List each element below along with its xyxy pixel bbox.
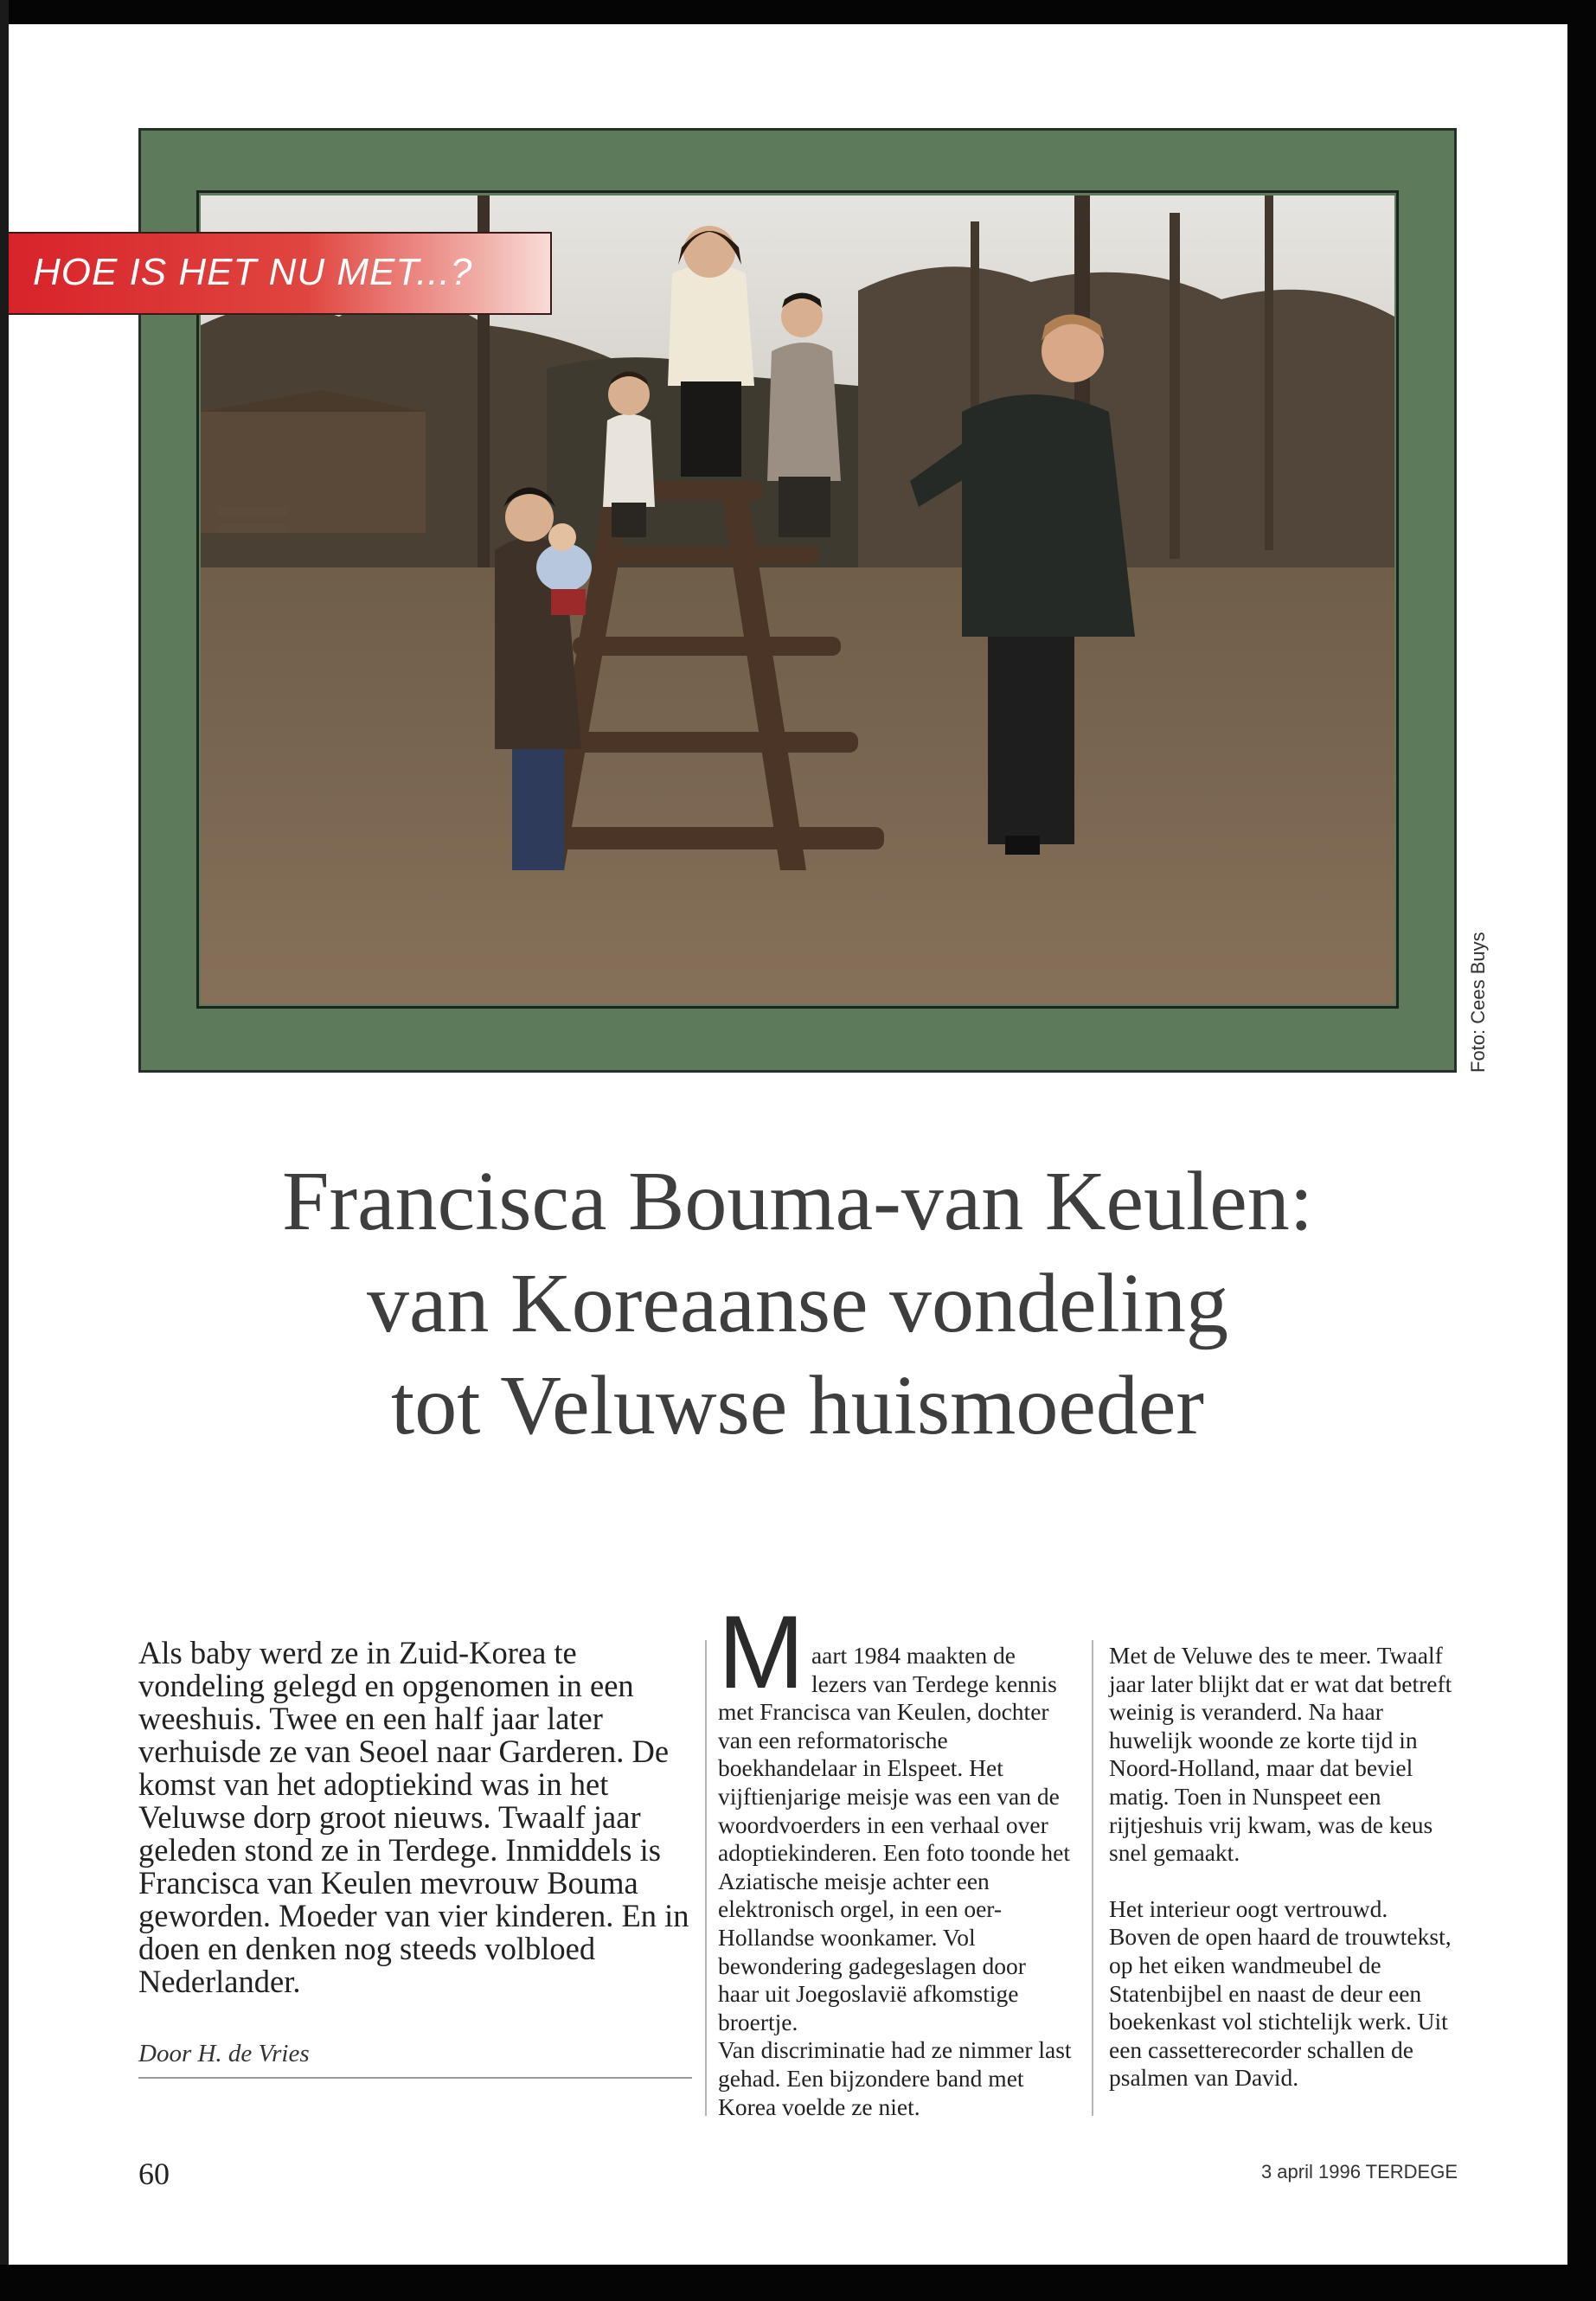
column-2-paragraph-2: Van discriminatie had ze nimmer last gehad. Een bijzondere band met Korea voelde ze niet. [718, 2036, 1072, 2120]
issue-date: 3 april 1996 TERDEGE [1260, 2161, 1458, 2182]
column-3-paragraph-1: Met de Veluwe des te meer. Twaalf jaar later blijkt dat er wat dat betreft weinig is veranderd. Na haar huwelijk woonde ze korte tijd in Noord-Holland, maar dat beviel matig. Toen in Nunspeet een rijtjeshuis vrij kwam, was de keus snel gemaakt. [1109, 1642, 1452, 1867]
scan-edge-top [0, 0, 1596, 24]
headline-line-2: van Koreaanse vondeling [367, 1257, 1228, 1350]
scan-edge-left [0, 0, 9, 2301]
intro-text: Als baby werd ze in Zuid-Korea te vondeling gelegd en opgenomen in een weeshuis. Twee en een half jaar later verhuisde ze van Seoel naar Garderen. De komst van het adoptiekind was in het Veluwse dorp groot nieuws. Twaalf jaar geleden stond ze in Terdege. Inmiddels is Francisca van Keulen mevrouw Bouma geworden. Moeder van vier kinderen. En in doen en denken nog steeds volbloed Nederlander. [138, 1635, 689, 1999]
rubric-banner [9, 232, 552, 315]
rubric-text: HOE IS HET NU MET...? [33, 251, 473, 293]
column-2-paragraph-1: aart 1984 maakten de lezers van Terdege kennis met Francisca van Keulen, dochter van een reformatorische boekhandelaar in Elspeet. Het vijftienjarige meisje was een van de woordvoerders in een verhaal over adoptiekinderen. Een foto toonde het Aziatische meisje achter een elektronisch orgel, in een oer-Hollandse woonkamer. Vol bewondering gadegeslagen door haar uit Joegoslavië afkomstige broertje. [718, 1642, 1071, 2035]
body-column-2 [718, 1594, 1073, 2121]
column-3-paragraph-2: Het interieur oogt vertrouwd. Boven de open haard de trouwtekst, op het eiken wandmeubel de Statenbijbel en naast de deur een boekenkast vol stichtelijk werk. Uit een cassetterecorder schallen de psalmen van David. [1109, 1894, 1452, 2092]
photo-credit-text: Foto: Cees Buys [1467, 932, 1489, 1073]
intro-lead [138, 1637, 692, 1998]
column-rule-1 [705, 1640, 707, 2116]
page-number: 60 [138, 2157, 170, 2191]
headline [138, 1150, 1457, 1457]
body-column-3 [1109, 1607, 1455, 2093]
column-rule-2 [1092, 1640, 1093, 2116]
headline-line-1: Francisca Bouma-van Keulen: [282, 1155, 1313, 1248]
photo-credit [1464, 932, 1498, 1073]
scan-edge-bottom [0, 2265, 1596, 2301]
scan-edge-right [1567, 0, 1596, 2301]
dropcap: M [718, 1594, 804, 1710]
headline-line-3: tot Veluwse huismoeder [391, 1359, 1204, 1452]
paragraph-gap [1109, 1868, 1455, 1895]
byline: Door H. de Vries [138, 2040, 692, 2079]
